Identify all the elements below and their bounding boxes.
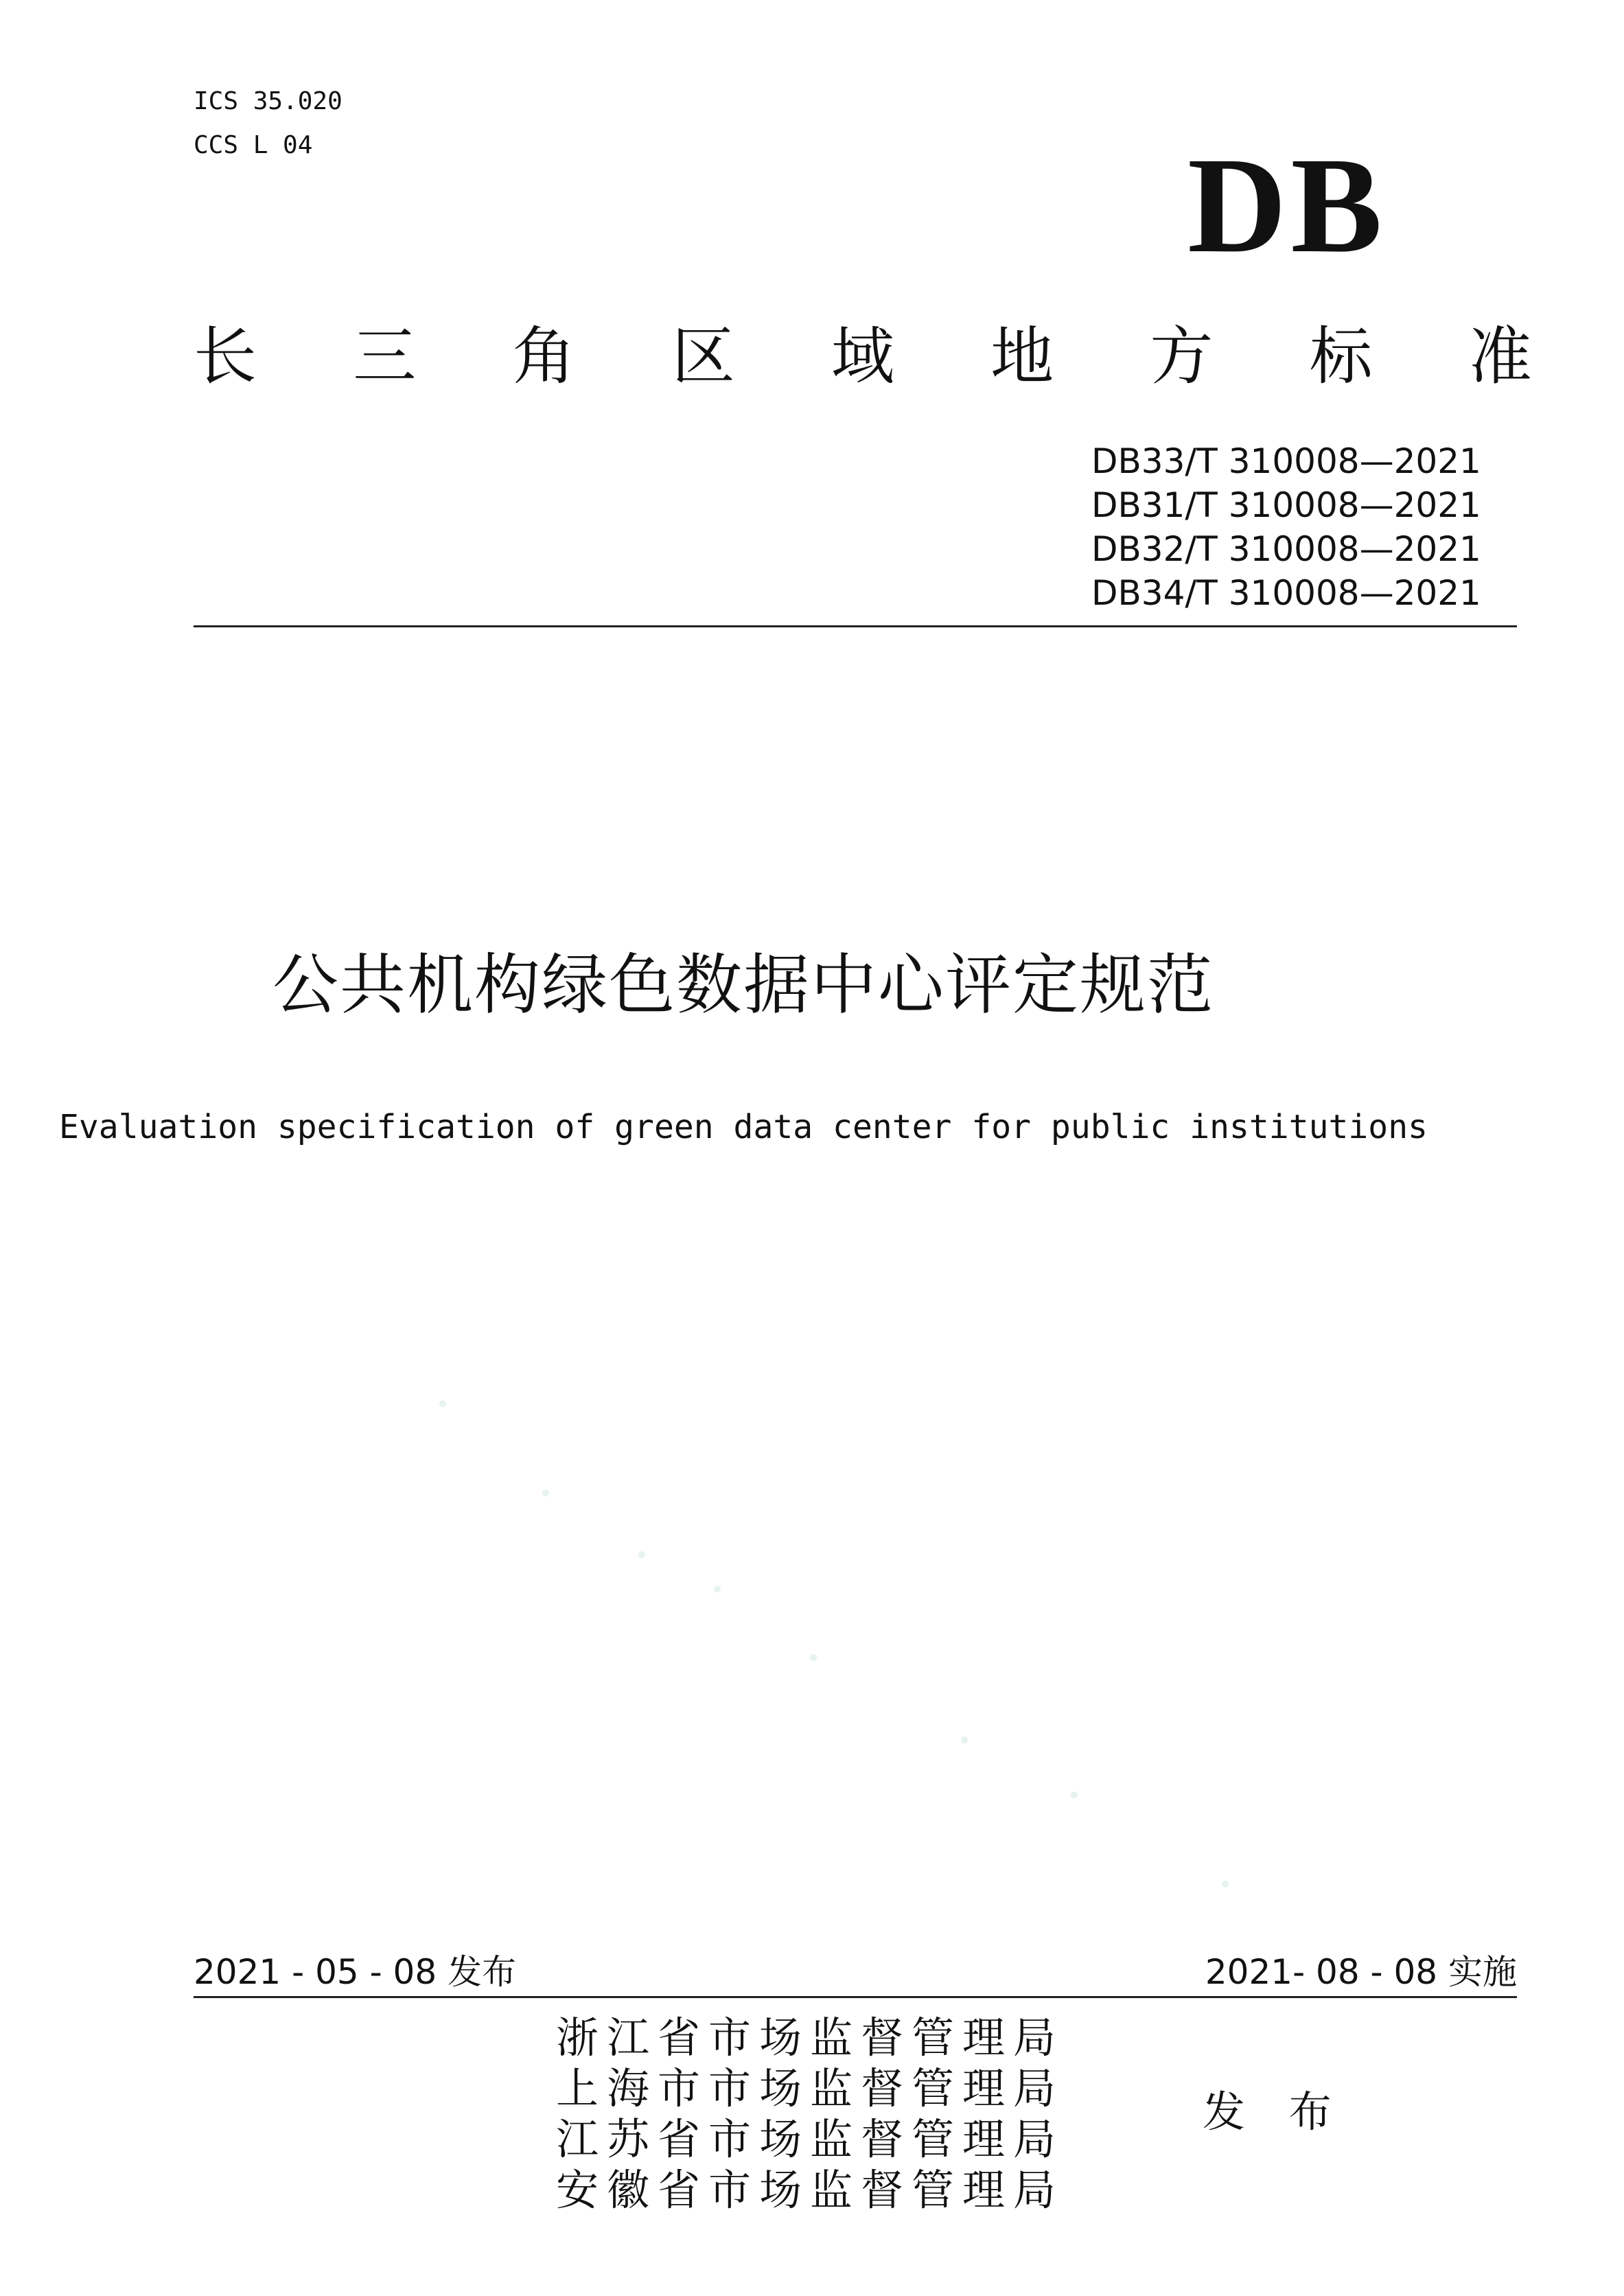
- scan-speckle: [439, 1400, 446, 1407]
- region-title-char: 区: [671, 320, 735, 393]
- standard-number: DB32/T 310008—2021: [1091, 529, 1481, 569]
- scan-speckle: [1071, 1791, 1078, 1798]
- scan-speckle: [1222, 1881, 1229, 1888]
- standard-numbers: [1091, 439, 1481, 615]
- standard-number: DB34/T 310008—2021: [1091, 573, 1481, 613]
- scan-speckle: [542, 1489, 549, 1496]
- scan-speckle: [638, 1551, 645, 1558]
- scan-speckle: [810, 1654, 817, 1661]
- issue-date: 2021 - 05 - 08 发布: [194, 1952, 517, 1992]
- title-english-text: Evaluation specification of green data center for public institutions: [59, 1108, 1428, 1146]
- issuing-authorities: [556, 2013, 1064, 2216]
- issuing-authority: 江苏省市场监督管理局: [556, 2114, 1065, 2164]
- document-title-english: [0, 1105, 1624, 1149]
- footer-divider: [194, 1996, 1517, 1998]
- ics-code: ICS 35.020: [194, 87, 343, 115]
- region-title-char: 长: [194, 320, 257, 393]
- scan-speckle: [714, 1586, 721, 1592]
- title-chinese-text: 公共机构绿色数据中心评定规范: [272, 947, 1214, 1023]
- region-title-char: 地: [990, 320, 1054, 393]
- document-title-chinese: [0, 944, 1624, 1026]
- region-title-char: 标: [1309, 320, 1373, 393]
- region-standard-title: [194, 319, 1532, 395]
- header-divider: [194, 625, 1517, 627]
- region-title-char: 角: [512, 320, 576, 393]
- scan-speckle: [961, 1737, 968, 1743]
- standard-number: DB31/T 310008—2021: [1091, 485, 1481, 525]
- issuing-authority: 上海市市场监督管理局: [556, 2063, 1065, 2113]
- db-logo: DB: [1187, 130, 1387, 281]
- issuing-authority: 安徽省市场监督管理局: [556, 2165, 1065, 2215]
- region-title-char: 准: [1468, 320, 1532, 393]
- issuing-authority: 浙江省市场监督管理局: [556, 2013, 1065, 2063]
- ccs-code: CCS L 04: [194, 131, 313, 159]
- issue-action: 发 布: [1203, 2087, 1347, 2137]
- region-title-char: 域: [831, 320, 894, 393]
- region-title-char: 方: [1150, 320, 1214, 393]
- region-title-char: 三: [353, 320, 417, 393]
- implementation-date: 2021- 08 - 08 实施: [1205, 1952, 1517, 1992]
- classification-codes: [194, 80, 343, 167]
- standard-number: DB33/T 310008—2021: [1091, 441, 1481, 481]
